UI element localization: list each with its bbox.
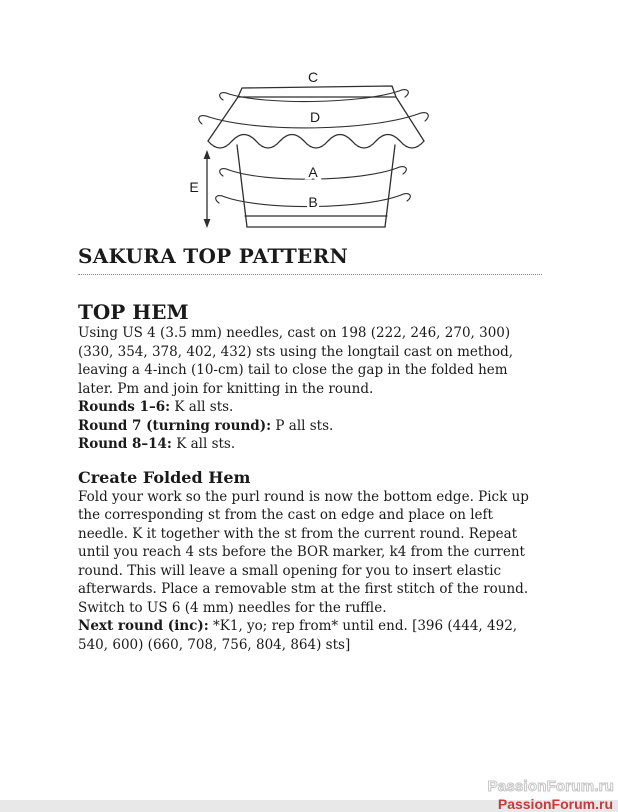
page-title: SAKURA TOP PATTERN: [78, 244, 542, 275]
diagram-label-c: C: [307, 69, 319, 85]
arc-b-right-curl: [401, 194, 410, 201]
arc-c-left-curl: [220, 93, 229, 100]
round-text: K all sts.: [176, 436, 236, 452]
diagram-label-a: A: [308, 164, 318, 180]
arc-a-right-curl: [397, 167, 406, 174]
diagram-label-d: D: [309, 109, 321, 125]
watermark-outline: PassionForum.ru: [487, 778, 614, 795]
round-text: P all sts.: [275, 417, 334, 434]
schematic-body-left: [237, 145, 247, 227]
round-instruction: [78, 435, 542, 454]
schematic-top-band: [238, 86, 396, 97]
next-round-instruction: [78, 617, 542, 654]
round-instruction: [78, 398, 542, 417]
arrow-head-up-icon: [204, 150, 211, 159]
round-text: *K1, yo; rep from* until end. [396 (444, 492, 540, 600) (660, 708, 756, 804, 864) sts]: [78, 618, 518, 653]
round-label: Round 8–14:: [78, 436, 172, 452]
arc-d-left-curl: [199, 116, 209, 124]
round-label: Next round (inc):: [78, 618, 209, 634]
round-label: Round 7 (turning round):: [78, 417, 272, 434]
arc-a-left-curl: [220, 169, 229, 176]
pattern-content: [78, 244, 542, 654]
schematic-ruffle-left: [208, 97, 238, 141]
arc-c-right-curl: [399, 90, 408, 97]
diagram-label-e: E: [189, 179, 199, 195]
round-label: Rounds 1–6:: [78, 399, 171, 415]
arc-b-left-curl: [216, 196, 225, 203]
folded-hem-instructions: Fold your work so the purl round is now the bottom edge. Pick up the corresponding st from the cast on edge and place on left needle. K it together with the st from the current round. Repeat until you reach 4 sts before the BOR marker, k4 from the current round. This will leave a small opening for you to insert elastic afterwards. Place a removable stm at the first stitch of the round.: [78, 488, 529, 597]
schematic-body-right: [385, 145, 395, 227]
section-title-top-hem: TOP HEM: [78, 300, 189, 324]
watermark-red: PassionForum.ru: [497, 796, 613, 812]
diagram-label-b: B: [308, 194, 318, 210]
arrow-head-down-icon: [204, 219, 211, 228]
arc-d-right-curl: [418, 113, 428, 121]
schematic-diagram: [185, 55, 435, 235]
cast-on-instructions: Using US 4 (3.5 mm) needles, cast on 198 (222, 246, 270, 300) (330, 354, 378, 402, 432) sts using the longtail cast on method, leaving a 4-inch (10-cm) tail to close the gap in the folded hem later. Pm and join for knitting in the round.: [78, 325, 514, 397]
schematic-ruffle-wave: [208, 135, 424, 149]
arc-c: [229, 91, 399, 102]
round-instruction: [78, 417, 542, 436]
subsection-title-folded-hem: Create Folded Hem: [78, 467, 251, 487]
round-text: K all sts.: [174, 399, 234, 415]
needle-switch-note: Switch to US 6 (4 mm) needles for the ruffle.: [78, 599, 387, 616]
